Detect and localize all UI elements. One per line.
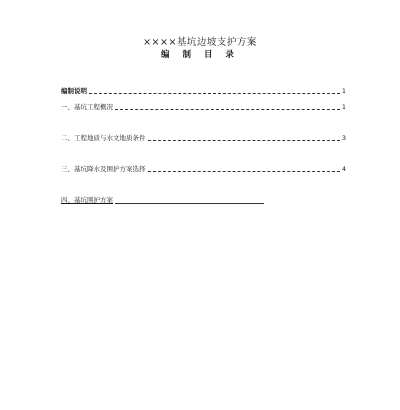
- toc-entry-label: 二、工程地质与水文地质条件: [61, 134, 146, 142]
- toc-entry-label: 三、基坑降水及围护方案选择: [61, 165, 146, 173]
- toc-leader: [148, 171, 340, 172]
- document-title: ××××基坑边坡支护方案: [143, 37, 257, 48]
- toc-page-number: 1: [341, 87, 346, 95]
- toc-entry-label: 一、基坑工程概况: [61, 103, 113, 111]
- toc-entry-project-overview[interactable]: [61, 102, 346, 112]
- toc-page-number: 4: [341, 165, 346, 173]
- document-subtitle: 编 制 目 录: [161, 50, 239, 60]
- toc-entry-geology[interactable]: [61, 133, 346, 143]
- toc-entry-label: 四、基坑围护方案: [61, 196, 113, 204]
- toc-leader: [89, 93, 340, 94]
- toc-leader: [148, 140, 340, 141]
- toc-entry-preface[interactable]: [61, 86, 346, 96]
- toc-entry-dewatering[interactable]: [61, 164, 346, 174]
- toc-leader: [115, 109, 340, 110]
- toc-entry-label: 编制说明: [61, 87, 87, 95]
- toc-page-number: 3: [341, 134, 346, 142]
- toc-page-number: 1: [341, 103, 346, 111]
- toc-entry-support-scheme[interactable]: [61, 195, 266, 205]
- toc-leader: [115, 203, 264, 204]
